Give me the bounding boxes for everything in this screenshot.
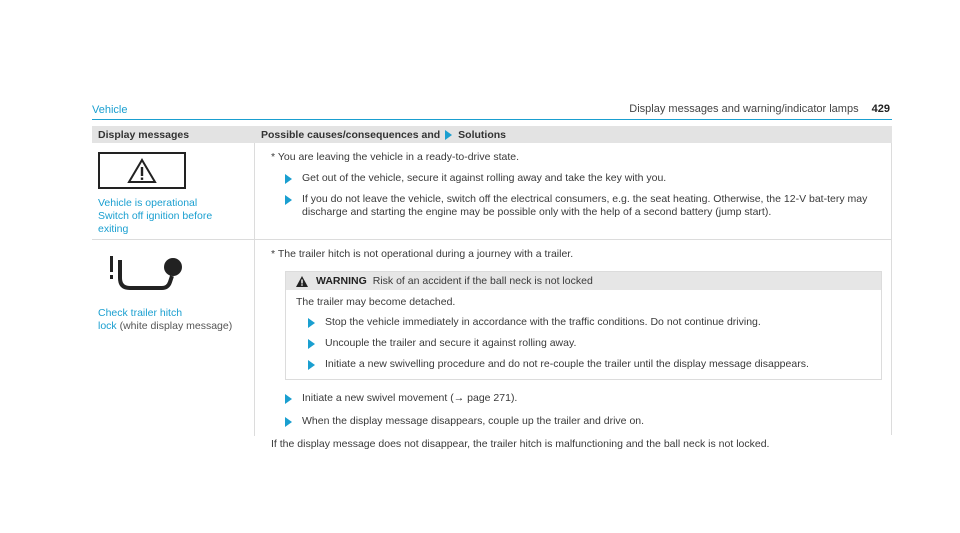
- warning-icon: [296, 276, 308, 287]
- running-title: Display messages and warning/indicator lamps: [629, 103, 859, 115]
- message-line: Check trailer hitch: [98, 307, 183, 319]
- solution-step: [271, 415, 892, 428]
- message-line: Vehicle is operational: [98, 197, 198, 209]
- step-arrow-icon: [285, 394, 292, 404]
- step-arrow-icon: [285, 417, 292, 427]
- step-text: Uncouple the trailer and secure it against rolling away.: [325, 337, 577, 349]
- solution-step: [271, 193, 892, 219]
- closing-note: If the display message does not disappear, the trailer hitch is malfunctioning and the ball neck is not locked.: [271, 438, 770, 450]
- solution-step: [271, 392, 892, 405]
- col-header-display-messages: Display messages: [98, 128, 190, 141]
- table-row: [92, 143, 892, 240]
- warning-label: WARNING: [316, 275, 367, 287]
- display-message-text: [98, 307, 248, 333]
- message-line-blue: lock: [98, 320, 117, 332]
- cause-note: * You are leaving the vehicle in a ready-to-drive state.: [271, 151, 520, 163]
- step-arrow-icon: [285, 195, 292, 205]
- step-arrow-icon: [285, 174, 292, 184]
- warning-step: [296, 337, 881, 350]
- trailer-hitch-icon: [98, 252, 186, 294]
- col-header-causes-text: Possible causes/consequences and: [261, 128, 441, 141]
- causes-cell: [255, 240, 892, 450]
- cause-note: * The trailer hitch is not operational during a journey with a trailer.: [271, 248, 574, 260]
- section-label: Vehicle: [92, 104, 128, 116]
- step-arrow-icon: [308, 339, 315, 349]
- step-text: Stop the vehicle immediately in accordance with the traffic conditions. Do not continue driving.: [325, 316, 761, 328]
- col-header-causes: [255, 129, 892, 141]
- warning-body-text: The trailer may become detached.: [296, 296, 456, 308]
- display-message-text: [98, 197, 248, 236]
- warning-body: [286, 290, 881, 379]
- page-number: 429: [871, 103, 890, 115]
- step-text: Get out of the vehicle, secure it against rolling away and take the key with you.: [302, 172, 667, 184]
- solution-step: [271, 172, 892, 185]
- display-message-cell: [92, 240, 255, 436]
- messages-table: [92, 126, 892, 450]
- message-line: exiting: [98, 223, 129, 235]
- step-arrow-icon: [308, 360, 315, 370]
- step-text: Initiate a new swivel movement (→ page 271).: [302, 392, 518, 404]
- display-message-cell: [92, 143, 255, 239]
- warning-step: [296, 358, 881, 371]
- message-line: [98, 320, 248, 333]
- warning-header: [286, 272, 881, 290]
- section-rule: [92, 119, 892, 120]
- message-note: (white display message): [116, 320, 233, 332]
- table-row: [92, 240, 892, 450]
- table-header: [92, 126, 892, 143]
- col-header-solutions-text: Solutions: [458, 128, 507, 141]
- running-head: [629, 103, 890, 115]
- warning-text: Risk of an accident if the ball neck is not locked: [372, 275, 593, 287]
- warning-box: [285, 271, 882, 380]
- step-text: When the display message disappears, couple up the trailer and drive on.: [302, 415, 645, 427]
- step-text: If you do not leave the vehicle, switch off the electrical consumers, e.g. the seat heating. Otherwise, the 12-V bat-tery may discharge and starting the engine may be possible only with the help of a second battery (jump start).: [302, 193, 868, 218]
- warning-triangle-icon: [98, 152, 186, 189]
- causes-cell: [255, 143, 892, 239]
- solutions-arrow-icon: [445, 130, 452, 140]
- step-text: Initiate a new swivelling procedure and do not re-couple the trailer until the display message disappears.: [325, 358, 809, 370]
- step-arrow-icon: [308, 318, 315, 328]
- message-line: Switch off ignition before: [98, 210, 213, 222]
- warning-step: [296, 316, 881, 329]
